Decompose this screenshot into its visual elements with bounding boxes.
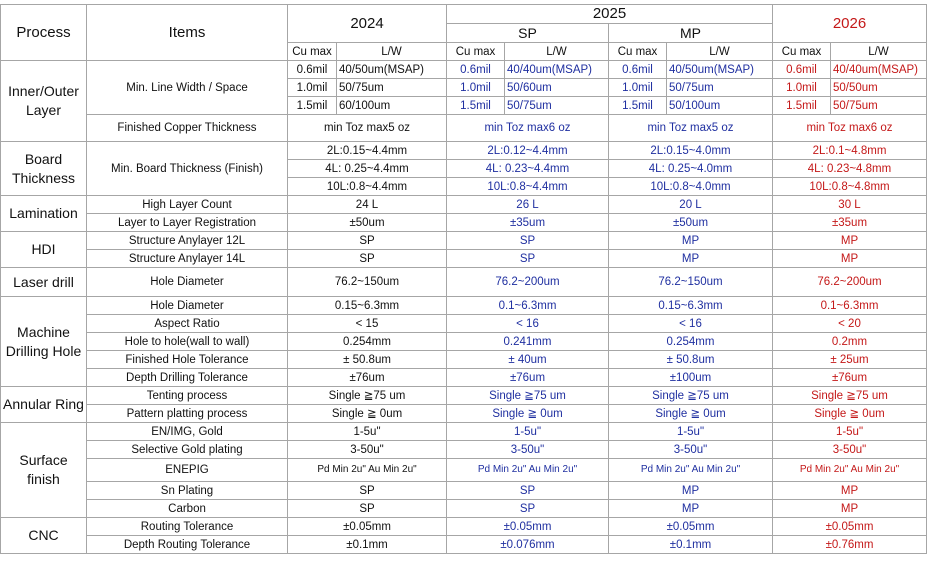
table-row xyxy=(1,369,927,387)
cell-sp: 1-5u" xyxy=(447,423,609,441)
cell-sp: ± 40um xyxy=(447,351,609,369)
cell-2026: < 20 xyxy=(773,315,927,333)
cell-mp: < 16 xyxy=(609,315,773,333)
cell-mp: min Toz max5 oz xyxy=(609,115,773,142)
cell-cu-2024: 1.0mil xyxy=(288,79,337,97)
cell-lw-2024: 40/50um(MSAP) xyxy=(337,61,447,79)
item-anylayer-14l: Structure Anylayer 14L xyxy=(87,250,288,268)
table-row xyxy=(1,441,927,459)
item-min-line-width: Min. Line Width / Space xyxy=(87,61,288,115)
cell-cu-mp: 1.5mil xyxy=(609,97,667,115)
cell-2026: min Toz max6 oz xyxy=(773,115,927,142)
cell-sp: 3-50u" xyxy=(447,441,609,459)
header-row-years xyxy=(1,5,927,24)
cell-2024: Single ≧ 0um xyxy=(288,405,447,423)
cell-2026: Pd Min 2u" Au Min 2u" xyxy=(773,459,927,482)
cell-2026: ±0.05mm xyxy=(773,518,927,536)
cell-2026: MP xyxy=(773,250,927,268)
process-inner-outer-layer: Inner/Outer Layer xyxy=(1,61,87,142)
header-mp: MP xyxy=(609,24,773,43)
cell-2026: MP xyxy=(773,482,927,500)
table-row xyxy=(1,518,927,536)
table-row xyxy=(1,196,927,214)
cell-cu-sp: 1.0mil xyxy=(447,79,505,97)
table-row xyxy=(1,232,927,250)
item-depth-routing-tolerance: Depth Routing Tolerance xyxy=(87,536,288,554)
cell-sp: SP xyxy=(447,250,609,268)
cell-cu-2026: 1.0mil xyxy=(773,79,831,97)
cell-2026: 1-5u" xyxy=(773,423,927,441)
table-row xyxy=(1,61,927,79)
item-high-layer-count: High Layer Count xyxy=(87,196,288,214)
cell-mp: MP xyxy=(609,232,773,250)
cell-2024: ±0.1mm xyxy=(288,536,447,554)
cell-2026: ±0.76mm xyxy=(773,536,927,554)
cell-sp: ±76um xyxy=(447,369,609,387)
cell-2024: min Toz max5 oz xyxy=(288,115,447,142)
cell-2026: 0.2mm xyxy=(773,333,927,351)
cell-mp: MP xyxy=(609,250,773,268)
item-layer-registration: Layer to Layer Registration xyxy=(87,214,288,232)
cell-sp: 0.241mm xyxy=(447,333,609,351)
cell-2026: 10L:0.8~4.8mm xyxy=(773,178,927,196)
process-board-thickness: Board Thickness xyxy=(1,142,87,196)
cell-mp: ±0.1mm xyxy=(609,536,773,554)
cell-cu-sp: 1.5mil xyxy=(447,97,505,115)
process-cnc: CNC xyxy=(1,518,87,554)
capability-table-wrapper xyxy=(0,4,926,554)
cell-mp: 3-50u" xyxy=(609,441,773,459)
cell-2024: ±76um xyxy=(288,369,447,387)
cell-mp: Pd Min 2u" Au Min 2u" xyxy=(609,459,773,482)
cell-cu-2024: 0.6mil xyxy=(288,61,337,79)
cell-2026: ±76um xyxy=(773,369,927,387)
process-surface-finish: Surface finish xyxy=(1,423,87,518)
item-enepig: ENEPIG xyxy=(87,459,288,482)
item-laser-hole-diameter: Hole Diameter xyxy=(87,268,288,297)
item-sn-plating: Sn Plating xyxy=(87,482,288,500)
table-row xyxy=(1,315,927,333)
cell-2026: MP xyxy=(773,232,927,250)
process-laser-drill: Laser drill xyxy=(1,268,87,297)
cell-sp: ±35um xyxy=(447,214,609,232)
cell-2026: 76.2~200um xyxy=(773,268,927,297)
item-depth-drilling-tolerance: Depth Drilling Tolerance xyxy=(87,369,288,387)
item-tenting-process: Tenting process xyxy=(87,387,288,405)
cell-2026: 0.1~6.3mm xyxy=(773,297,927,315)
cell-mp: 10L:0.8~4.0mm xyxy=(609,178,773,196)
cell-lw-2026: 50/75um xyxy=(831,97,927,115)
item-machine-hole-diameter: Hole Diameter xyxy=(87,297,288,315)
cell-mp: Single ≧ 0um xyxy=(609,405,773,423)
subheader-cu-max-sp: Cu max xyxy=(447,43,505,61)
cell-lw-mp: 50/100um xyxy=(667,97,773,115)
cell-cu-2024: 1.5mil xyxy=(288,97,337,115)
process-machine-drilling: Machine Drilling Hole xyxy=(1,297,87,387)
table-row xyxy=(1,459,927,482)
cell-cu-sp: 0.6mil xyxy=(447,61,505,79)
cell-mp: 1-5u" xyxy=(609,423,773,441)
cell-cu-2026: 1.5mil xyxy=(773,97,831,115)
cell-sp: 10L:0.8~4.4mm xyxy=(447,178,609,196)
cell-lw-2026: 50/50um xyxy=(831,79,927,97)
header-year-2026: 2026 xyxy=(773,5,927,43)
process-annular-ring: Annular Ring xyxy=(1,387,87,423)
cell-2026: Single ≧ 0um xyxy=(773,405,927,423)
table-row xyxy=(1,500,927,518)
cell-mp: 4L: 0.25~4.0mm xyxy=(609,160,773,178)
cell-lw-mp: 50/75um xyxy=(667,79,773,97)
cell-cu-mp: 0.6mil xyxy=(609,61,667,79)
table-row xyxy=(1,405,927,423)
cell-2026: MP xyxy=(773,500,927,518)
cell-2024: 4L: 0.25~4.4mm xyxy=(288,160,447,178)
cell-lw-sp: 40/40um(MSAP) xyxy=(505,61,609,79)
cell-lw-2024: 50/75um xyxy=(337,79,447,97)
cell-mp: 76.2~150um xyxy=(609,268,773,297)
cell-2024: 1-5u" xyxy=(288,423,447,441)
cell-2024: ±0.05mm xyxy=(288,518,447,536)
subheader-cu-max-2024: Cu max xyxy=(288,43,337,61)
cell-cu-2026: 0.6mil xyxy=(773,61,831,79)
table-row xyxy=(1,333,927,351)
cell-cu-mp: 1.0mil xyxy=(609,79,667,97)
cell-2024: Single ≧75 um xyxy=(288,387,447,405)
cell-sp: 4L: 0.23~4.4mm xyxy=(447,160,609,178)
cell-lw-sp: 50/75um xyxy=(505,97,609,115)
cell-mp: 0.254mm xyxy=(609,333,773,351)
item-min-board-thickness: Min. Board Thickness (Finish) xyxy=(87,142,288,196)
cell-sp: Pd Min 2u" Au Min 2u" xyxy=(447,459,609,482)
cell-2024: SP xyxy=(288,232,447,250)
subheader-cu-max-mp: Cu max xyxy=(609,43,667,61)
cell-sp: ±0.05mm xyxy=(447,518,609,536)
cell-2024: 10L:0.8~4.4mm xyxy=(288,178,447,196)
cell-sp: SP xyxy=(447,482,609,500)
cell-mp: MP xyxy=(609,482,773,500)
cell-sp: 2L:0.12~4.4mm xyxy=(447,142,609,160)
cell-2024: 0.15~6.3mm xyxy=(288,297,447,315)
item-en-img-gold: EN/IMG, Gold xyxy=(87,423,288,441)
cell-sp: 26 L xyxy=(447,196,609,214)
cell-lw-2026: 40/40um(MSAP) xyxy=(831,61,927,79)
table-row xyxy=(1,214,927,232)
cell-2026: 30 L xyxy=(773,196,927,214)
cell-2024: ± 50.8um xyxy=(288,351,447,369)
subheader-lw-sp: L/W xyxy=(505,43,609,61)
table-row xyxy=(1,142,927,160)
cell-2024: < 15 xyxy=(288,315,447,333)
item-carbon: Carbon xyxy=(87,500,288,518)
item-hole-to-hole: Hole to hole(wall to wall) xyxy=(87,333,288,351)
cell-mp: 20 L xyxy=(609,196,773,214)
cell-mp: 0.15~6.3mm xyxy=(609,297,773,315)
table-row xyxy=(1,297,927,315)
cell-2024: SP xyxy=(288,500,447,518)
item-anylayer-12l: Structure Anylayer 12L xyxy=(87,232,288,250)
cell-mp: ±50um xyxy=(609,214,773,232)
header-items: Items xyxy=(87,5,288,61)
table-row xyxy=(1,482,927,500)
item-routing-tolerance: Routing Tolerance xyxy=(87,518,288,536)
cell-sp: 0.1~6.3mm xyxy=(447,297,609,315)
capability-roadmap-table xyxy=(0,4,927,554)
cell-mp: ± 50.8um xyxy=(609,351,773,369)
item-finished-hole-tolerance: Finished Hole Tolerance xyxy=(87,351,288,369)
cell-2026: ± 25um xyxy=(773,351,927,369)
cell-sp: SP xyxy=(447,500,609,518)
subheader-lw-2026: L/W xyxy=(831,43,927,61)
item-pattern-platting: Pattern platting process xyxy=(87,405,288,423)
table-row xyxy=(1,536,927,554)
table-row xyxy=(1,268,927,297)
cell-2024: SP xyxy=(288,482,447,500)
cell-sp: min Toz max6 oz xyxy=(447,115,609,142)
cell-sp: Single ≧ 0um xyxy=(447,405,609,423)
cell-2026: 3-50u" xyxy=(773,441,927,459)
cell-lw-mp: 40/50um(MSAP) xyxy=(667,61,773,79)
cell-2024: SP xyxy=(288,250,447,268)
cell-sp: < 16 xyxy=(447,315,609,333)
cell-2026: ±35um xyxy=(773,214,927,232)
table-row xyxy=(1,423,927,441)
subheader-cu-max-2026: Cu max xyxy=(773,43,831,61)
table-row xyxy=(1,351,927,369)
table-row xyxy=(1,250,927,268)
process-lamination: Lamination xyxy=(1,196,87,232)
cell-sp: 76.2~200um xyxy=(447,268,609,297)
process-hdi: HDI xyxy=(1,232,87,268)
table-row xyxy=(1,115,927,142)
cell-2026: 4L: 0.23~4.8mm xyxy=(773,160,927,178)
subheader-lw-mp: L/W xyxy=(667,43,773,61)
cell-sp: ±0.076mm xyxy=(447,536,609,554)
cell-mp: 2L:0.15~4.0mm xyxy=(609,142,773,160)
header-sp: SP xyxy=(447,24,609,43)
cell-2024: 3-50u" xyxy=(288,441,447,459)
cell-lw-2024: 60/100um xyxy=(337,97,447,115)
cell-2024: 2L:0.15~4.4mm xyxy=(288,142,447,160)
cell-mp: ±100um xyxy=(609,369,773,387)
item-aspect-ratio: Aspect Ratio xyxy=(87,315,288,333)
cell-2026: 2L:0.1~4.8mm xyxy=(773,142,927,160)
cell-sp: Single ≧75 um xyxy=(447,387,609,405)
cell-2024: 76.2~150um xyxy=(288,268,447,297)
header-year-2024: 2024 xyxy=(288,5,447,43)
header-year-2025: 2025 xyxy=(447,5,773,24)
cell-2024: 24 L xyxy=(288,196,447,214)
cell-2024: ±50um xyxy=(288,214,447,232)
cell-mp: ±0.05mm xyxy=(609,518,773,536)
cell-lw-sp: 50/60um xyxy=(505,79,609,97)
cell-2026: Single ≧75 um xyxy=(773,387,927,405)
item-finished-copper: Finished Copper Thickness xyxy=(87,115,288,142)
header-process: Process xyxy=(1,5,87,61)
cell-sp: SP xyxy=(447,232,609,250)
cell-mp: Single ≧75 um xyxy=(609,387,773,405)
cell-2024: 0.254mm xyxy=(288,333,447,351)
table-row xyxy=(1,387,927,405)
cell-mp: MP xyxy=(609,500,773,518)
item-selective-gold: Selective Gold plating xyxy=(87,441,288,459)
cell-2024: Pd Min 2u" Au Min 2u" xyxy=(288,459,447,482)
subheader-lw-2024: L/W xyxy=(337,43,447,61)
